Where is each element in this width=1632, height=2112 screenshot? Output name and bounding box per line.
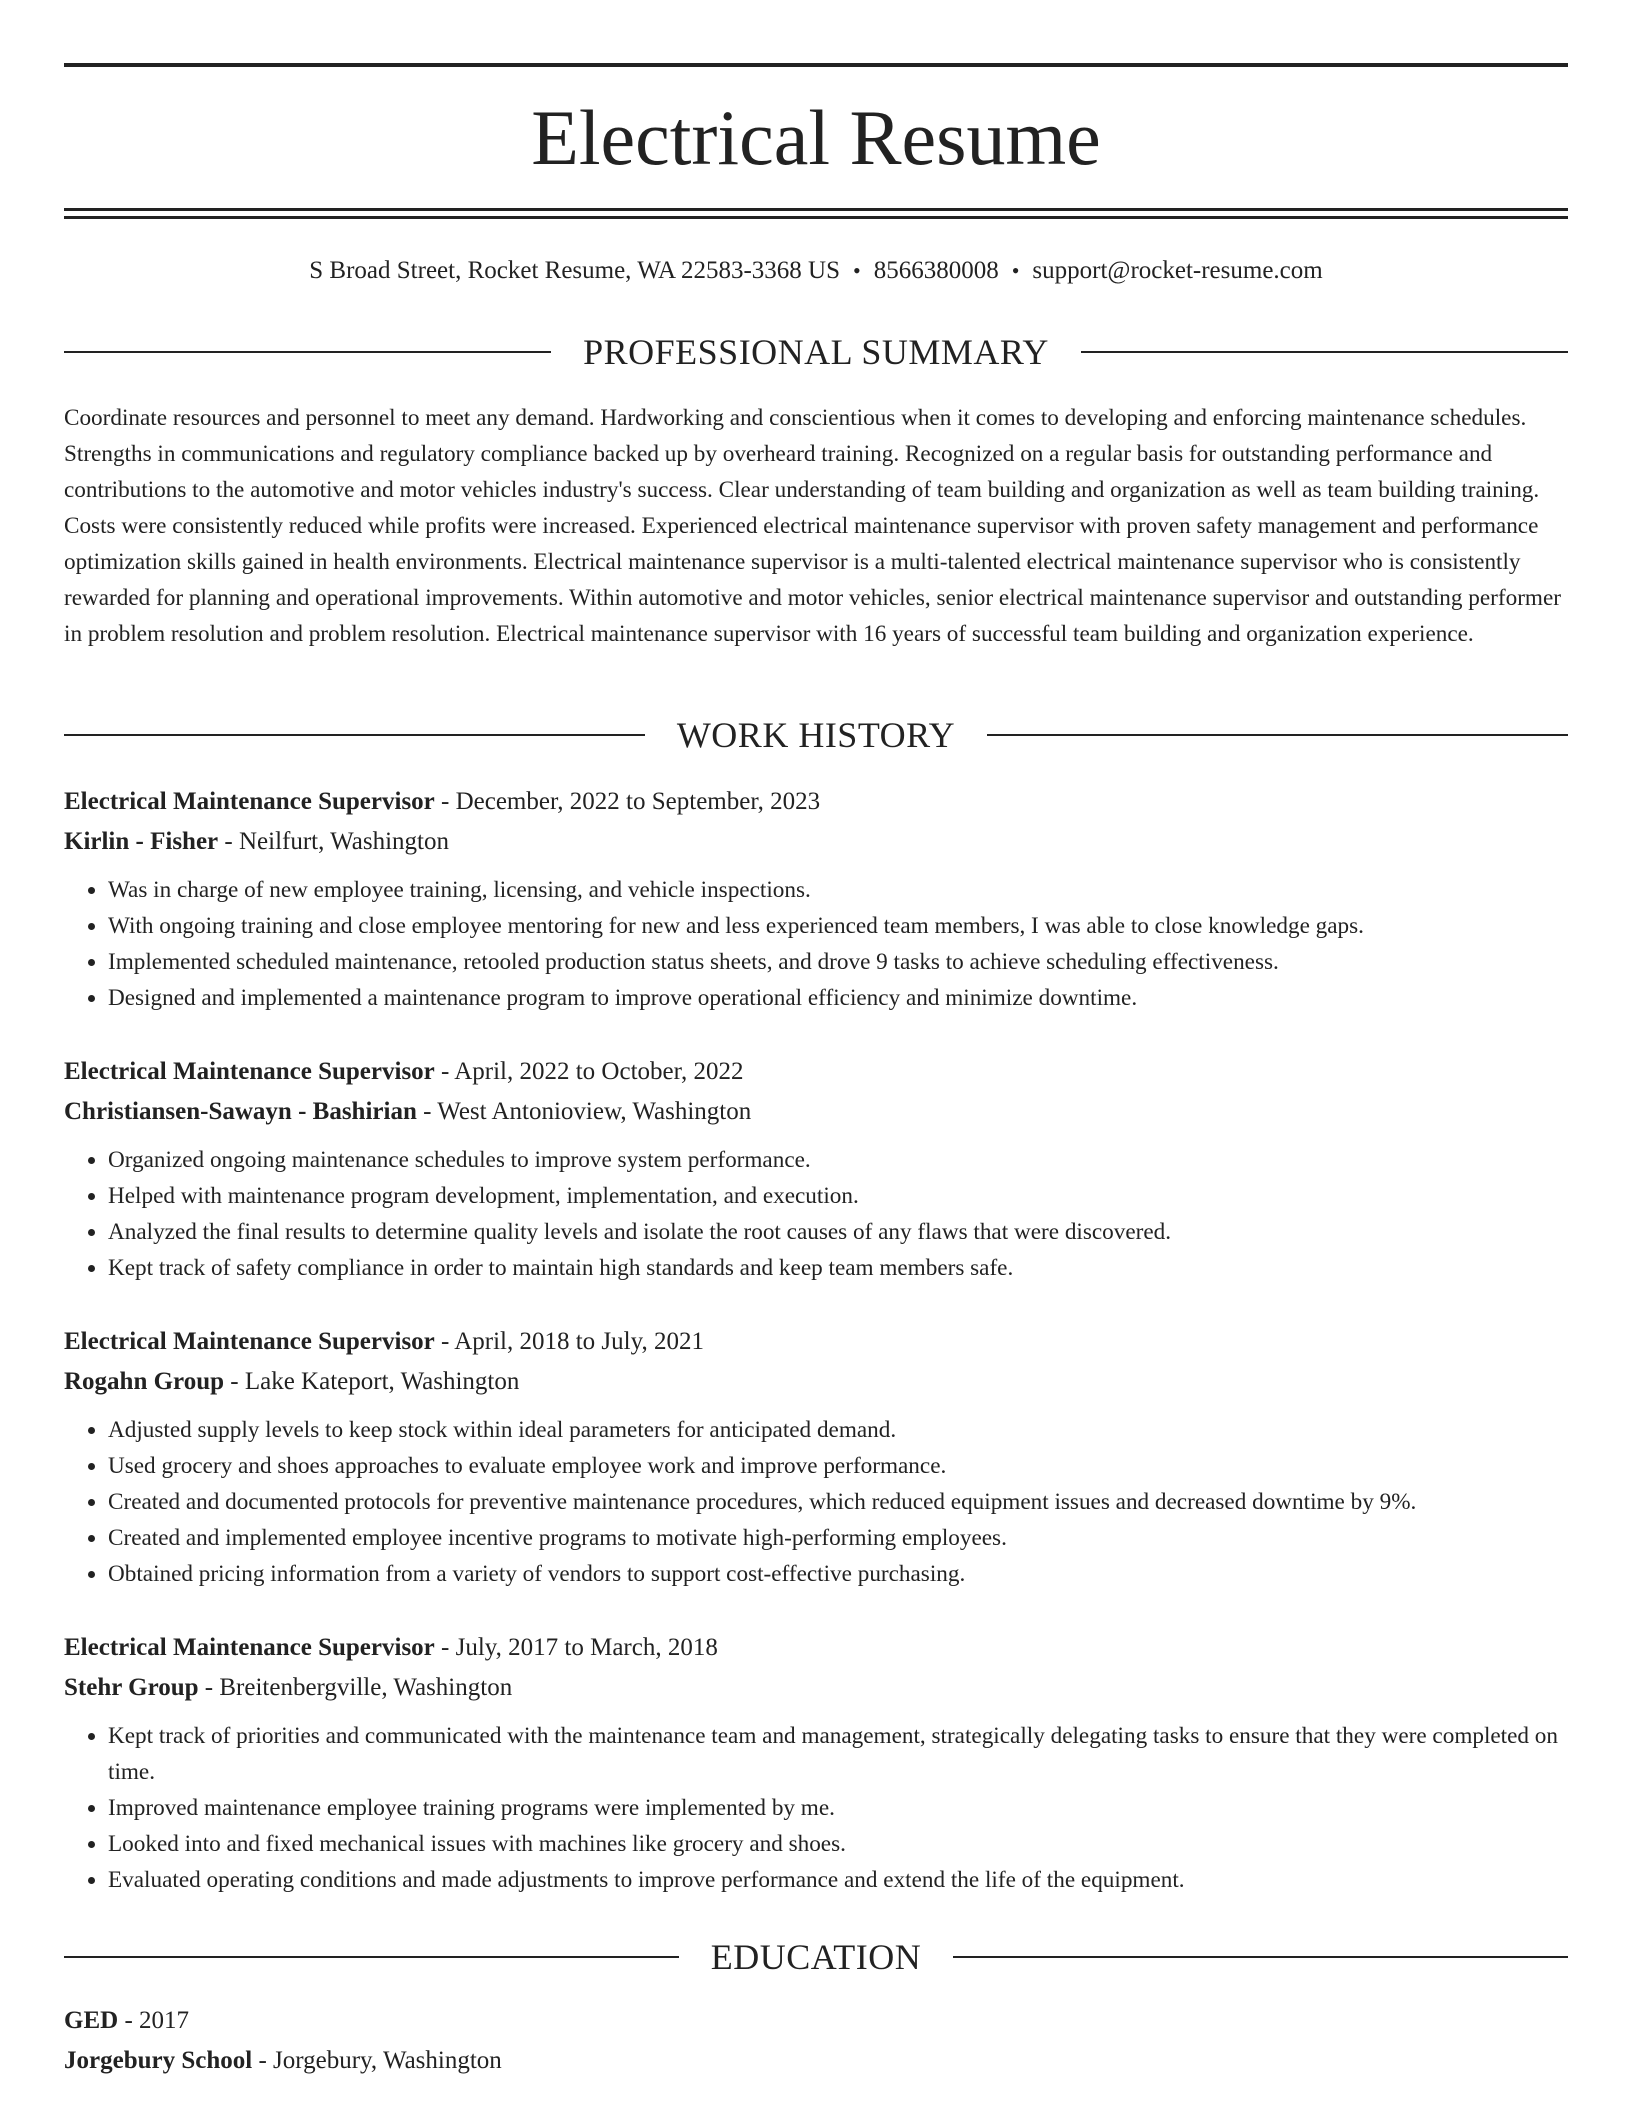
section-rule-left [64, 734, 645, 736]
job-company-line [64, 1092, 1568, 1132]
education-heading: EDUCATION [710, 1937, 922, 1977]
job-bullet: • Kept track of priorities and communicated with the maintenance team and management, strategically delegating tasks to ensure that they were completed on time. [108, 1718, 1568, 1790]
section-rule-right [953, 1956, 1568, 1958]
job-bullet: • Was in charge of new employee training, licensing, and vehicle inspections. [108, 872, 1568, 908]
job-dates: - July, 2017 to March, 2018 [434, 1634, 718, 1661]
education-location: - Jorgebury, Washington [252, 2047, 502, 2074]
title-rule-upper [64, 208, 1568, 211]
job-location: - Breitenbergville, Washington [198, 1674, 513, 1701]
job-entry [64, 1052, 1568, 1286]
job-bullet: • Organized ongoing maintenance schedules to improve system performance. [108, 1142, 1568, 1178]
education-degree-line [64, 2001, 1568, 2041]
job-entry [64, 1628, 1568, 1898]
job-company-line [64, 822, 1568, 862]
job-company: Stehr Group [64, 1674, 199, 1701]
education-school: Jorgebury School [64, 2047, 253, 2074]
job-bullet: • Analyzed the final results to determine quality levels and isolate the root causes of any flaws that were discovered. [108, 1214, 1568, 1250]
job-bullet: • Created and documented protocols for preventive maintenance procedures, which reduced equipment issues and decreased downtime by 9%. [108, 1484, 1568, 1520]
job-bullet: • Obtained pricing information from a variety of vendors to support cost-effective purchasing. [108, 1556, 1568, 1592]
job-dates: - April, 2018 to July, 2021 [434, 1328, 704, 1355]
job-location: - Neilfurt, Washington [218, 828, 449, 855]
job-title-line [64, 1052, 1568, 1092]
job-bullet: • Looked into and fixed mechanical issues with machines like grocery and shoes. [108, 1826, 1568, 1862]
education-year: - 2017 [118, 2007, 190, 2034]
summary-text: Coordinate resources and personnel to meet any demand. Hardworking and conscientious when it comes to developing and enforcing maintenance schedules. Strengths in communications and regulatory compliance backed up by overheard training. Recognized on a regular basis for outstanding performance and contributions to the automotive and motor vehicles industry's success. Clear understanding of team building and organization as well as team building training. Costs were consistently reduced while profits were increased. Experienced electrical maintenance supervisor with proven safety management and performance optimization skills gained in health environments. Electrical maintenance supervisor is a multi-talented electrical maintenance supervisor who is consistently rewarded for planning and operational improvements. Within automotive and motor vehicles, senior electrical maintenance supervisor and outstanding performer in problem resolution and problem resolution. Electrical maintenance supervisor with 16 years of successful team building and organization experience. [64, 405, 1561, 647]
summary-section-header [64, 330, 1568, 374]
job-entry [64, 782, 1568, 1016]
contact-phone: 8566380008 [873, 257, 999, 284]
job-dates: - April, 2022 to October, 2022 [434, 1058, 744, 1085]
job-company-line [64, 1362, 1568, 1402]
section-rule-right [1081, 351, 1568, 353]
job-bullets [64, 1412, 1568, 1592]
job-title: Electrical Maintenance Supervisor [64, 1328, 435, 1355]
job-company: Christiansen-Sawayn - Bashirian [64, 1098, 417, 1125]
job-location: - Lake Kateport, Washington [224, 1368, 520, 1395]
job-location: - West Antonioview, Washington [416, 1098, 752, 1125]
job-bullet: • With ongoing training and close employee mentoring for new and less experienced team members, I was able to close knowledge gaps. [108, 908, 1568, 944]
job-entry [64, 1322, 1568, 1592]
job-bullet: • Improved maintenance employee training programs were implemented by me. [108, 1790, 1568, 1826]
job-bullet: • Created and implemented employee incentive programs to motivate high-performing employees. [108, 1520, 1568, 1556]
contact-email: support@rocket-resume.com [1032, 257, 1323, 284]
section-rule-right [987, 734, 1568, 736]
job-bullets [64, 1718, 1568, 1898]
section-rule-left [64, 1956, 679, 1958]
contact-separator: • [1011, 258, 1020, 283]
job-title-line [64, 1628, 1568, 1668]
job-company: Kirlin - Fisher [64, 828, 219, 855]
contact-separator: • [853, 258, 861, 283]
contact-line [64, 255, 1568, 287]
job-title: Electrical Maintenance Supervisor [64, 1634, 435, 1661]
job-bullet: • Evaluated operating conditions and made adjustments to improve performance and extend the life of the equipment. [108, 1862, 1568, 1898]
job-bullet: • Implemented scheduled maintenance, retooled production status sheets, and drove 9 tasks to achieve scheduling effectiveness. [108, 944, 1568, 980]
top-rule [64, 63, 1568, 67]
work-heading: WORK HISTORY [676, 715, 956, 755]
job-title-line [64, 1322, 1568, 1362]
summary-heading: PROFESSIONAL SUMMARY [583, 332, 1049, 372]
job-title: Electrical Maintenance Supervisor [64, 1058, 435, 1085]
work-section-header [64, 713, 1568, 757]
job-title: Electrical Maintenance Supervisor [64, 788, 435, 815]
job-bullet: • Used grocery and shoes approaches to evaluate employee work and improve performance. [108, 1448, 1568, 1484]
section-rule-left [64, 351, 551, 353]
education-school-line [64, 2041, 1568, 2081]
job-title-line [64, 782, 1568, 822]
job-bullet: • Kept track of safety compliance in order to maintain high standards and keep team members safe. [108, 1250, 1568, 1286]
job-dates: - December, 2022 to September, 2023 [434, 788, 821, 815]
job-company: Rogahn Group [64, 1368, 225, 1395]
title-rule-lower [64, 216, 1568, 219]
job-bullet: • Adjusted supply levels to keep stock within ideal parameters for anticipated demand. [108, 1412, 1568, 1448]
job-bullets [64, 1142, 1568, 1286]
education-section-header [64, 1935, 1568, 1979]
job-bullet: • Designed and implemented a maintenance program to improve operational efficiency and minimize downtime. [108, 980, 1568, 1016]
contact-address: S Broad Street, Rocket Resume, WA 22583-3368 US [309, 257, 841, 284]
job-bullets [64, 872, 1568, 1016]
education-entry [64, 2001, 1568, 2081]
job-company-line [64, 1668, 1568, 1708]
job-bullet: • Helped with maintenance program development, implementation, and execution. [108, 1178, 1568, 1214]
education-degree: GED [64, 2007, 119, 2034]
resume-title: Electrical Resume [531, 94, 1101, 181]
